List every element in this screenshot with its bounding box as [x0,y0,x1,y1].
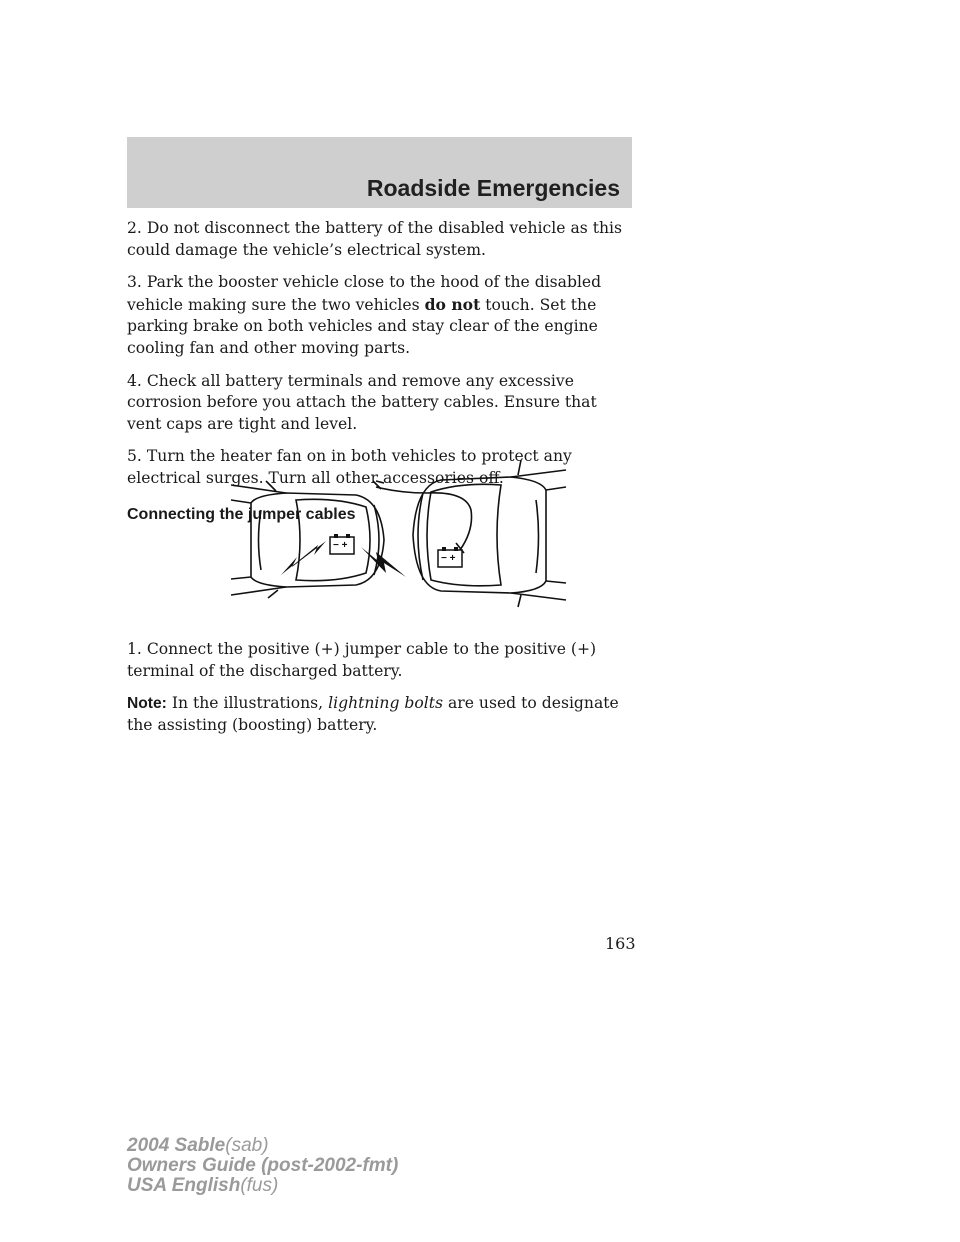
note-label: Note: [127,695,167,713]
section-heading: Connecting the jumper cables [127,505,356,523]
disabled-vehicle [231,481,384,598]
lightning-bolt-icon [281,541,326,575]
page-number: 163 [605,934,636,953]
jump-start-illustration [226,455,571,625]
document-footer: 2004 Sable(sab) Owners Guide (post-2002-fmt) USA English(fus) [127,1135,399,1196]
jumper-cable [376,487,472,550]
step-2: 2. Do not disconnect the battery of the disabled vehicle as this could damage the vehicle’s electrical system. [127,219,623,259]
vehicles-diagram [226,455,571,625]
battery-left-label: − + [333,540,348,551]
note-italic: lightning bolts [328,694,444,713]
emphasis-do-not: do not [424,294,481,314]
step-1: 1. Connect the positive (+) jumper cable to the positive (+) terminal of the discharged battery. [127,640,597,680]
step-4: 4. Check all battery terminals and remove any excessive corrosion before you attach the battery cables. Ensure that vent caps are tight and level. [127,371,597,433]
instructions-bottom [127,639,632,747]
step-3: 3. Park the booster vehicle close to the hood of the disabled vehicle making sure the two vehicles do not touch. Set the parking brake on both vehicles and stay clear of the engine cooling fan and other moving parts. [127,273,602,357]
section-title: Roadside Emergencies [366,175,620,201]
booster-vehicle [413,460,566,607]
note: Note: In the illustrations, lightning bolts are used to designate the assisting (boosting) battery. [127,694,619,734]
section-header-band [127,137,632,208]
step-5: 5. Turn the heater fan on in both vehicles to protect any electrical surges. Turn all other accessories off. [127,447,572,487]
battery-right-label: − + [441,553,456,564]
